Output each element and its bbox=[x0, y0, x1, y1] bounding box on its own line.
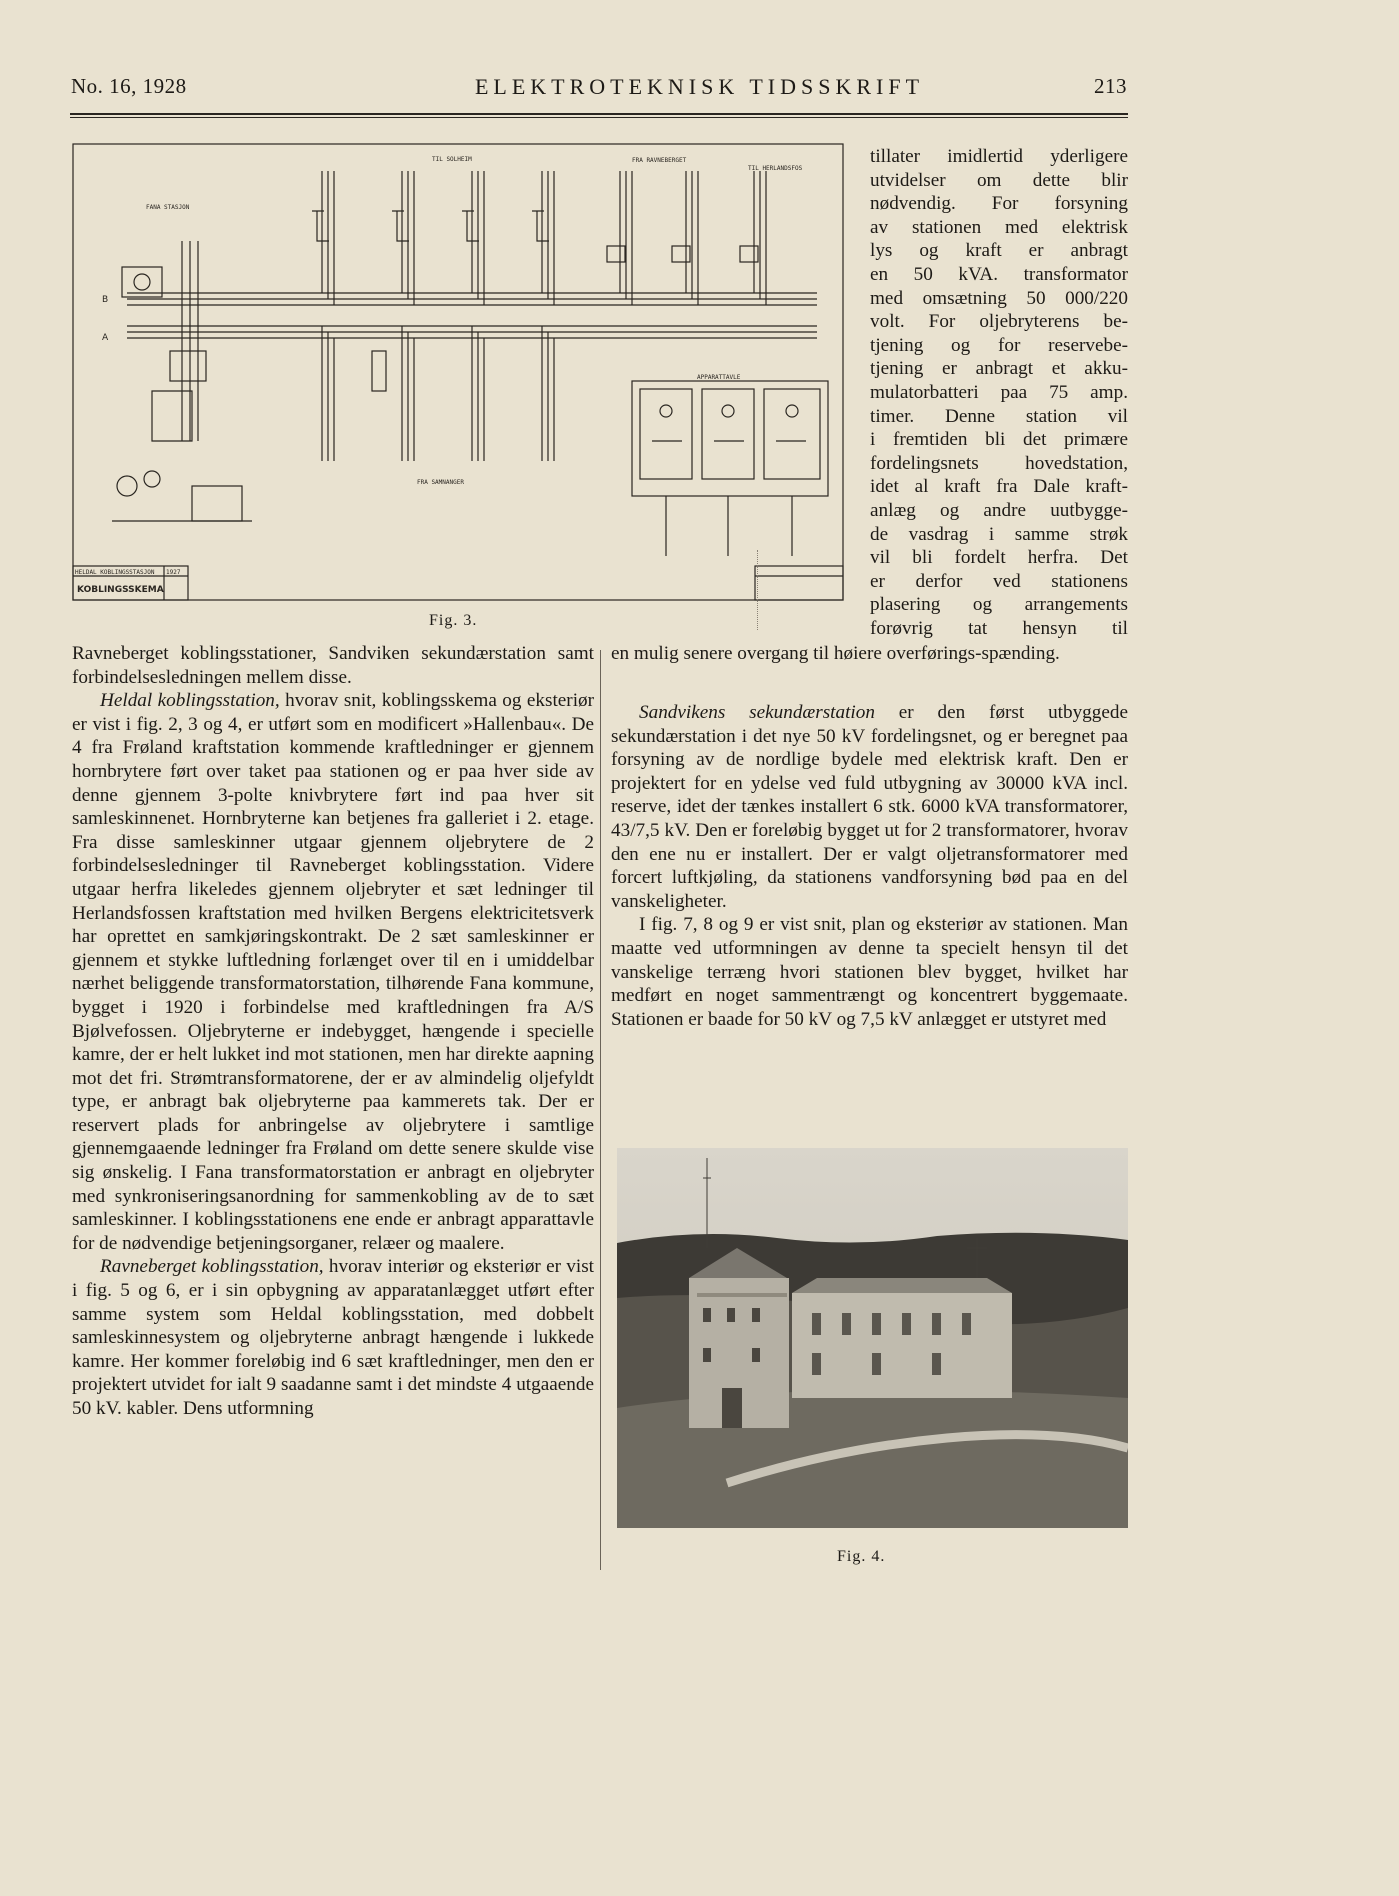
text-line: av stationen med elektrisk bbox=[870, 216, 1128, 238]
long-hall-building bbox=[792, 1278, 1012, 1398]
paragraph bbox=[611, 701, 1128, 913]
text-line: timer. Denne station vil bbox=[870, 405, 1128, 427]
text-line: forøvrig tat hensyn til bbox=[870, 617, 1128, 639]
left-column-body bbox=[72, 642, 594, 1421]
run-in-heading: Heldal koblingsstation, bbox=[100, 690, 280, 712]
text-line: lys og kraft er anbragt bbox=[870, 240, 1128, 262]
header-rule bbox=[70, 113, 1128, 115]
paragraph bbox=[72, 1255, 594, 1420]
text-line: fordelingsnets hovedstation, bbox=[870, 452, 1128, 474]
label-fra-samnanger: FRA SAMNANGER bbox=[417, 479, 464, 486]
figure-4-photograph bbox=[617, 1148, 1128, 1528]
right-continuation-paragraph bbox=[611, 642, 1128, 666]
text-line: idet al kraft fra Dale kraft- bbox=[870, 476, 1128, 498]
paragraph: I fig. 7, 8 og 9 er vist snit, plan og eksteriør av stationen. Man maatte ved utformningen av denne ta specielt hensyn til det vanskelige terræng hvori stationen blev bygget, hvilket har medført en noget sammentrængt og koncentrert byggemaate. Stationen er baade for 50 kV og 7,5 kV anlægget er utstyret med bbox=[611, 914, 1128, 1030]
paragraph-body: er den først utbyggede sekundærstation i det nye 50 kV fordelingsnet, og er beregnet paa forsyning av de nordlige bydele med elektrisk kraft. Den er projektert for en ydelse ved fuld utbygning av 30000 kVA incl. reserve, idet der tænkes installert 6 stk. 6000 kVA transformatorer, 43/7,5 kV. Den er foreløbig bygget ut for 2 transformatorer, hvorav den ene nu er installert. Der er valgt oljetransformatorer med forcert luftkjøling, da stationens vandforsyning bød paa en del vanskeligheter. bbox=[611, 702, 1128, 912]
text-line: utvidelser om dette blir bbox=[870, 169, 1128, 191]
figure-3-caption: Fig. 3. bbox=[429, 612, 478, 629]
run-in-heading: Ravneberget koblingsstation, bbox=[100, 1256, 324, 1278]
header-rule-thin bbox=[70, 117, 1128, 118]
issue-number: No. 16, 1928 bbox=[71, 74, 187, 98]
busbar-label-b: B bbox=[102, 295, 109, 305]
paragraph: Ravneberget koblingsstationer, Sandviken sekundærstation samt forbindelsesledningen mellem disse. bbox=[72, 643, 594, 688]
text-line: anlæg og andre uutbygge- bbox=[870, 499, 1128, 521]
text-line: tillater imidlertid yderligere bbox=[870, 146, 1128, 167]
run-in-heading: Sandvikens sekundærstation bbox=[639, 702, 875, 723]
text-line: plasering og arrangements bbox=[870, 594, 1128, 616]
paragraph: en mulig senere overgang til høiere overførings-spænding. bbox=[611, 643, 1060, 664]
label-til-solheim: TIL SOLHEIM bbox=[432, 156, 472, 163]
text-line: vil bli fordelt herfra. Det bbox=[870, 547, 1128, 569]
text-line: mulatorbatteri paa 75 amp. bbox=[870, 381, 1128, 403]
paragraph bbox=[72, 689, 594, 1255]
right-column-body bbox=[611, 701, 1128, 1031]
label-fana-station: FANA STASJON bbox=[146, 204, 190, 211]
page-number: 213 bbox=[1094, 74, 1127, 98]
wiring-diagram-svg bbox=[72, 141, 845, 604]
tall-tower-building bbox=[689, 1248, 789, 1428]
title-block-name: KOBLINGSSKEMA bbox=[77, 585, 164, 595]
text-line: nødvendig. For forsyning bbox=[870, 193, 1128, 215]
busbar-label-a: A bbox=[102, 333, 109, 343]
text-line: de vasdrag i samme strøk bbox=[870, 523, 1128, 545]
label-til-herlandsfoss: TIL HERLANDSFOS bbox=[748, 165, 803, 172]
column-divider bbox=[600, 650, 601, 1570]
figure-4-caption: Fig. 4. bbox=[837, 1548, 886, 1565]
right-top-text-block bbox=[870, 145, 1128, 640]
label-fra-ravneberget: FRA RAVNEBERGET bbox=[632, 157, 687, 164]
text-line: med omsætning 50 000/220 bbox=[870, 287, 1128, 309]
text-line: tjening og for reservebe- bbox=[870, 334, 1128, 356]
text-line: volt. For oljebryterens be- bbox=[870, 311, 1128, 333]
column-guide bbox=[757, 550, 758, 630]
journal-title: ELEKTROTEKNISK TIDSSKRIFT bbox=[474, 74, 925, 99]
station-exterior-photo bbox=[617, 1148, 1128, 1528]
text-line: en 50 kVA. transformator bbox=[870, 263, 1128, 285]
paragraph-body: hvorav interiør og eksteriør er vist i fig. 5 og 6, er i sin opbygning av apparatanlægget utført efter samme system som Heldal koblingsstation, med dobbelt samleskinnesystem og oljebryterne anbragt hængende i lukkede kamre. Her kommer foreløbig ind 6 sæt kraftledninger, men den er projektert utvidet for ialt 9 saadanne samt i det mindste 4 utgaaende 50 kV. kabler. Dens utformning bbox=[72, 1256, 595, 1419]
title-block-station: HELDAL KOBLINGSSTASJON bbox=[75, 569, 155, 576]
label-apparattavle: APPARATTAVLE bbox=[697, 374, 741, 381]
text-line: er derfor ved stationens bbox=[870, 570, 1128, 592]
text-line: i fremtiden bli det primære bbox=[870, 429, 1128, 451]
figure-3-switching-diagram bbox=[72, 141, 845, 604]
paragraph-body: hvorav snit, koblingsskema og eksteriør er vist i fig. 2, 3 og 4, er utført som en modificert »Hallenbau«. De 4 fra Frøland kraftstation kommende kraftledninger er gjennem hornbrytere ført over taket paa stationen og er paa hver side av denne gjennem 3-polte knivbrytere ført ind paa hver sit samleskinnenet. Hornbryterne kan betjenes fra galleriet i 2. etage. Fra disse samleskinner utgaar gjennem oljebrytere de 2 forbindelsesledninger til Ravneberget koblingsstation. Videre utgaar herfra likeledes gjennem oljebryter et sæt ledninger til Herlandsfossen kraftstation med hvilken Bergens elektricitetsverk har oprettet en samkjøringskontrakt. De 2 sæt samleskinner er gjennem et stykke luftledning forlænget over til en i umiddelbar nærhet beliggende transformatorstation, tilhørende Fana kommune, bygget i 1920 i forbindelse med kraftledningen fra A/S Bjølvefossen. Oljebryterne er indebygget, hængende i specielle kamre, der er helt lukket ind mot stationen, men har direkte aapning mot det fri. Strømtransformatorene, der er av almindelig oljefyldt type, er anbragt bak oljebryterne paa kammerets tak. Der er reservert plads for anbringelse av oljebrytere i samtlige gjennemgaaende ledninger fra Frøland om dette senere skulde vise sig ønskelig. I Fana transformatorstation er anbragt en oljebryter med synkroniseringsanordning for sammenkobling av de to sæt samleskinner. I koblingsstationens ene ende er anbragt apparattavle for de nødvendige betjeningsorganer, relæer og maalere. bbox=[72, 690, 595, 1254]
text-line: tjening er anbragt et akku- bbox=[870, 358, 1128, 380]
title-block-year-label: 1927 bbox=[166, 569, 181, 576]
